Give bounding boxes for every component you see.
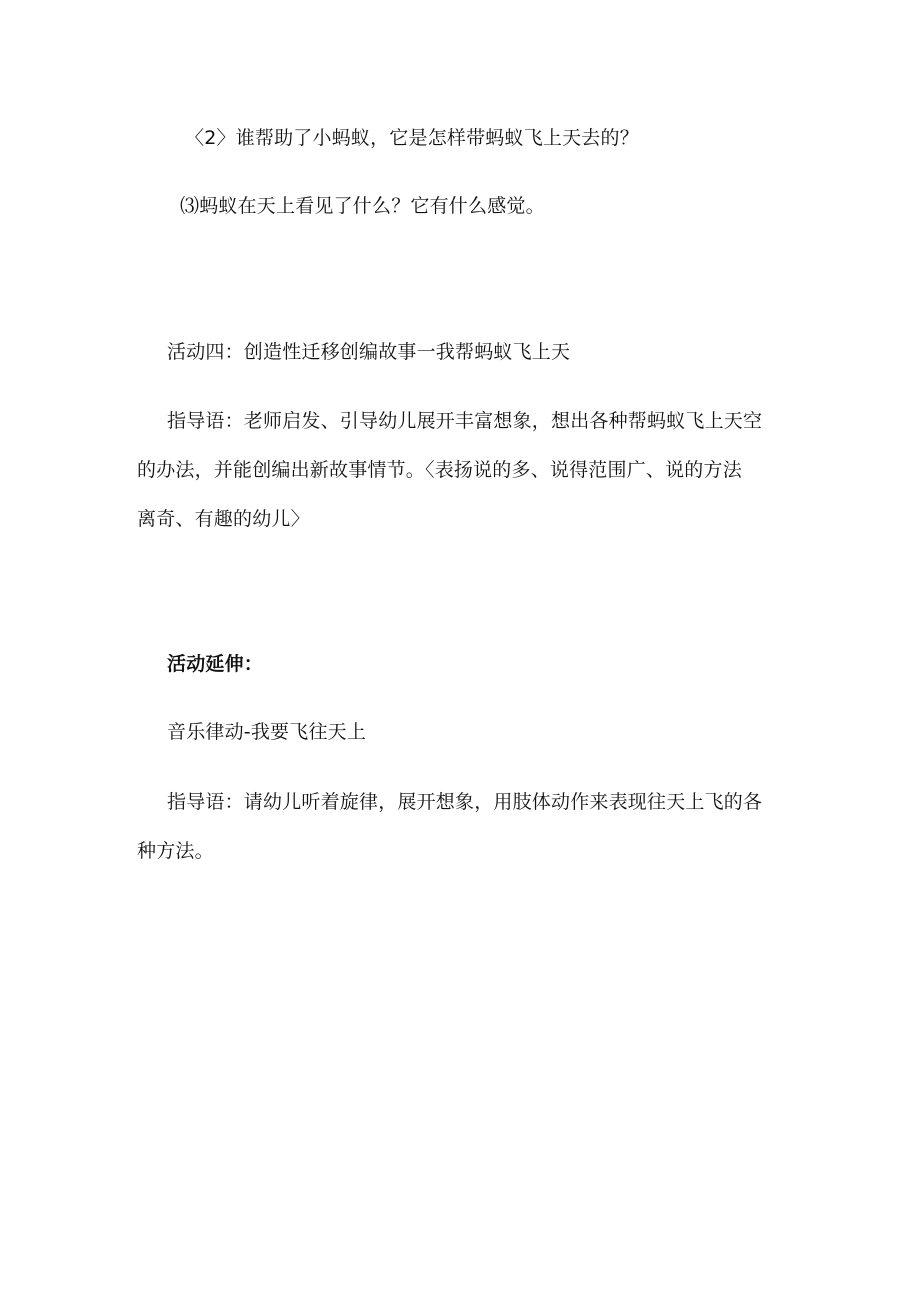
activity-4-guide-line: 离奇、有趣的幼儿〉 [137, 508, 310, 530]
question-2: 〈2〉谁帮助了小蚂蚁，它是怎样带蚂蚁飞上天去的？ [185, 127, 639, 149]
question-3: ⑶蚂蚁在天上看见了什么？它有什么感觉。 [180, 195, 545, 217]
activity-4-guide-line: 指导语：老师启发、引导幼儿展开丰富想象，想出各种帮蚂蚁飞上天空 [167, 410, 763, 432]
activity-4-guide-line: 的办法，并能创编出新故事情节。〈表扬说的多、说得范围广、说的方法 [137, 459, 742, 481]
extension-title: 音乐律动-我要飞往天上 [167, 721, 367, 743]
extension-guide-line: 种方法。 [137, 840, 214, 862]
extension-guide-line: 指导语：请幼儿听着旋律，展开想象，用肢体动作来表现往天上飞的各 [167, 791, 763, 813]
extension-heading: 活动延伸： [167, 653, 264, 675]
activity-4-title: 活动四：创造性迁移创编故事一我帮蚂蚁飞上天 [167, 341, 571, 363]
